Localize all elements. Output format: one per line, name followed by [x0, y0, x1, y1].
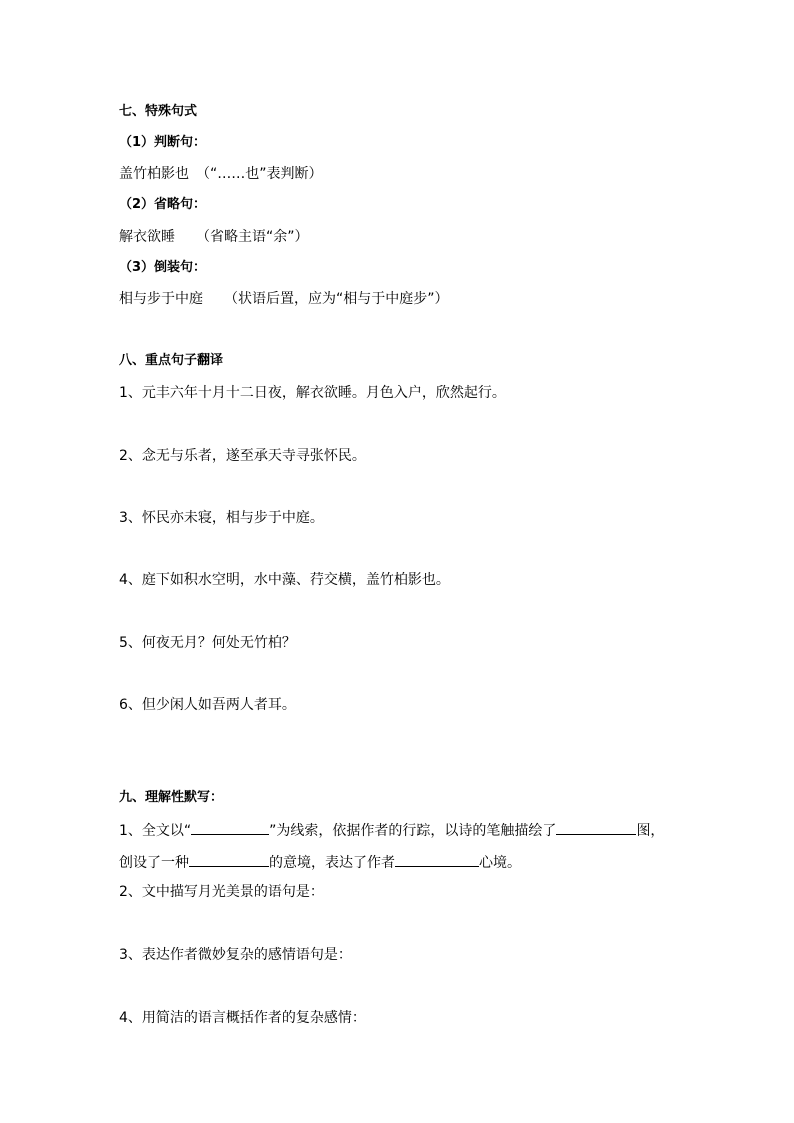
- fill-in-question-1-line-1: [119, 820, 664, 840]
- q1-text-c: 图，: [636, 823, 665, 839]
- q1-text-e: 的意境，表达了作者: [269, 855, 395, 871]
- section-8-heading: 八、重点句子翻译: [119, 353, 224, 368]
- q1-text-d: 创设了一种: [119, 855, 189, 871]
- q1-text-a: 1、全文以“: [119, 823, 192, 839]
- fill-in-question-4: 4、用简洁的语言概括作者的复杂感情：: [119, 1010, 366, 1026]
- section-9-heading: 九、理解性默写：: [119, 790, 224, 805]
- q1-text-f: 心境。: [479, 855, 521, 871]
- translation-sentence-2: 2、念无与乐者，遂至承天寺寻张怀民。: [119, 448, 366, 464]
- inversion-sentence-example: 相与步于中庭 （状语后置，应为“相与于中庭步”）: [119, 291, 449, 307]
- answer-blank-picture[interactable]: [556, 820, 636, 835]
- inversion-sentence-label: （3）倒装句：: [119, 260, 207, 275]
- answer-blank-clue[interactable]: [191, 820, 269, 835]
- q1-text-b: ”为线索，依据作者的行踪，以诗的笔触描绘了: [269, 823, 557, 839]
- answer-blank-state-of-mind[interactable]: [395, 852, 479, 867]
- fill-in-question-3: 3、表达作者微妙复杂的感情语句是：: [119, 947, 352, 963]
- answer-blank-mood[interactable]: [189, 852, 269, 867]
- translation-sentence-1: 1、元丰六年十月十二日夜，解衣欲睡。月色入户，欣然起行。: [119, 385, 506, 401]
- section-7-heading: 七、特殊句式: [119, 104, 198, 119]
- translation-sentence-4: 4、庭下如积水空明，水中藻、荇交横，盖竹柏影也。: [119, 572, 450, 588]
- fill-in-question-1-line-2: [119, 852, 521, 872]
- omission-sentence-example: 解衣欲睡 （省略主语“余”）: [119, 229, 309, 245]
- translation-sentence-5: 5、何夜无月？何处无竹柏？: [119, 635, 296, 651]
- translation-sentence-3: 3、怀民亦未寝，相与步于中庭。: [119, 510, 324, 526]
- fill-in-question-2: 2、文中描写月光美景的语句是：: [119, 884, 324, 900]
- judgment-sentence-label: （1）判断句：: [119, 135, 207, 150]
- translation-sentence-6: 6、但少闲人如吾两人者耳。: [119, 697, 296, 713]
- omission-sentence-label: （2）省略句：: [119, 197, 207, 212]
- judgment-sentence-example: 盖竹柏影也 （“……也”表判断）: [119, 166, 323, 182]
